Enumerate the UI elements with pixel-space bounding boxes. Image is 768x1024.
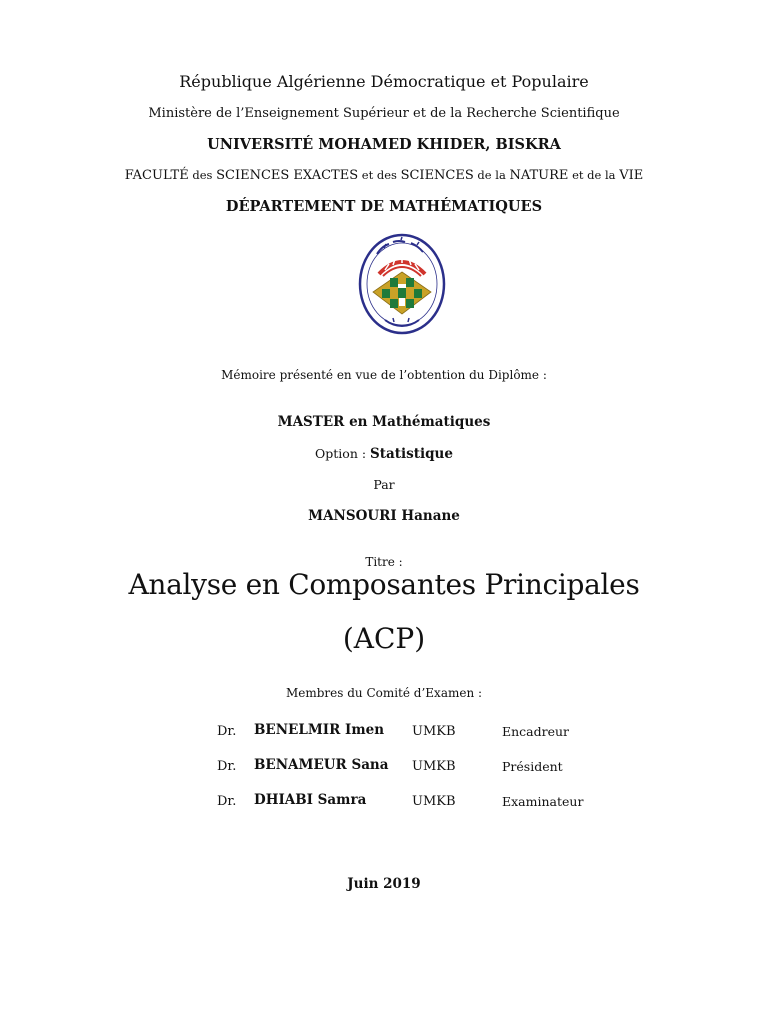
thesis-title-line-1: Analyse en Composantes Principales	[128, 568, 640, 601]
member-name: BENELMIR Imen	[254, 722, 385, 738]
committee-member-row	[0, 722, 768, 757]
committee-heading: Membres du Comité d’Examen :	[285, 686, 483, 700]
university-name: UNIVERSITÉ MOHAMED KHIDER, BISKRA	[207, 136, 561, 153]
member-title: Dr.	[217, 759, 237, 774]
member-role: Examinateur	[502, 794, 584, 809]
republic-heading: République Algérienne Démocratique et Populaire	[179, 72, 589, 91]
committee-members-list	[0, 722, 768, 827]
degree-name: MASTER en Mathématiques	[277, 414, 491, 430]
faculty-name	[0, 168, 768, 183]
by-label: Par	[373, 477, 395, 492]
member-institution: UMKB	[412, 759, 456, 774]
option-label: Option :	[315, 446, 371, 461]
member-title: Dr.	[217, 794, 237, 809]
member-name: BENAMEUR Sana	[254, 757, 389, 773]
faculty-part: FACULTÉ	[124, 168, 189, 183]
member-institution: UMKB	[412, 794, 456, 809]
university-biskra-logo-icon	[357, 232, 447, 336]
member-title: Dr.	[217, 724, 237, 739]
committee-member-row	[0, 792, 768, 827]
member-institution: UMKB	[412, 724, 456, 739]
option-value: Statistique	[370, 446, 453, 462]
committee-member-row	[0, 757, 768, 792]
faculty-part: et des	[358, 168, 401, 182]
faculty-part: et de la	[568, 168, 620, 182]
faculty-part: des	[188, 168, 217, 182]
defense-date: Juin 2019	[347, 876, 421, 892]
member-role: Encadreur	[502, 724, 570, 739]
department-name: DÉPARTEMENT DE MATHÉMATIQUES	[225, 198, 543, 215]
member-role: Président	[502, 759, 563, 774]
faculty-part: SCIENCES EXACTES	[216, 168, 359, 183]
thesis-title-line-2: (ACP)	[342, 622, 426, 655]
title-label: Titre :	[365, 555, 403, 569]
faculty-part: VIE	[619, 168, 644, 183]
faculty-part: SCIENCES	[400, 168, 474, 183]
presented-for-text: Mémoire présenté en vue de l’obtention du Diplôme :	[221, 368, 547, 382]
author-name: MANSOURI Hanane	[308, 508, 460, 524]
option-line	[0, 446, 768, 462]
ministry-heading: Ministère de l’Enseignement Supérieur et de la Recherche Scientifique	[148, 106, 620, 121]
member-name: DHIABI Samra	[254, 792, 367, 808]
faculty-part: de la	[473, 168, 510, 182]
faculty-part: NATURE	[509, 168, 569, 183]
